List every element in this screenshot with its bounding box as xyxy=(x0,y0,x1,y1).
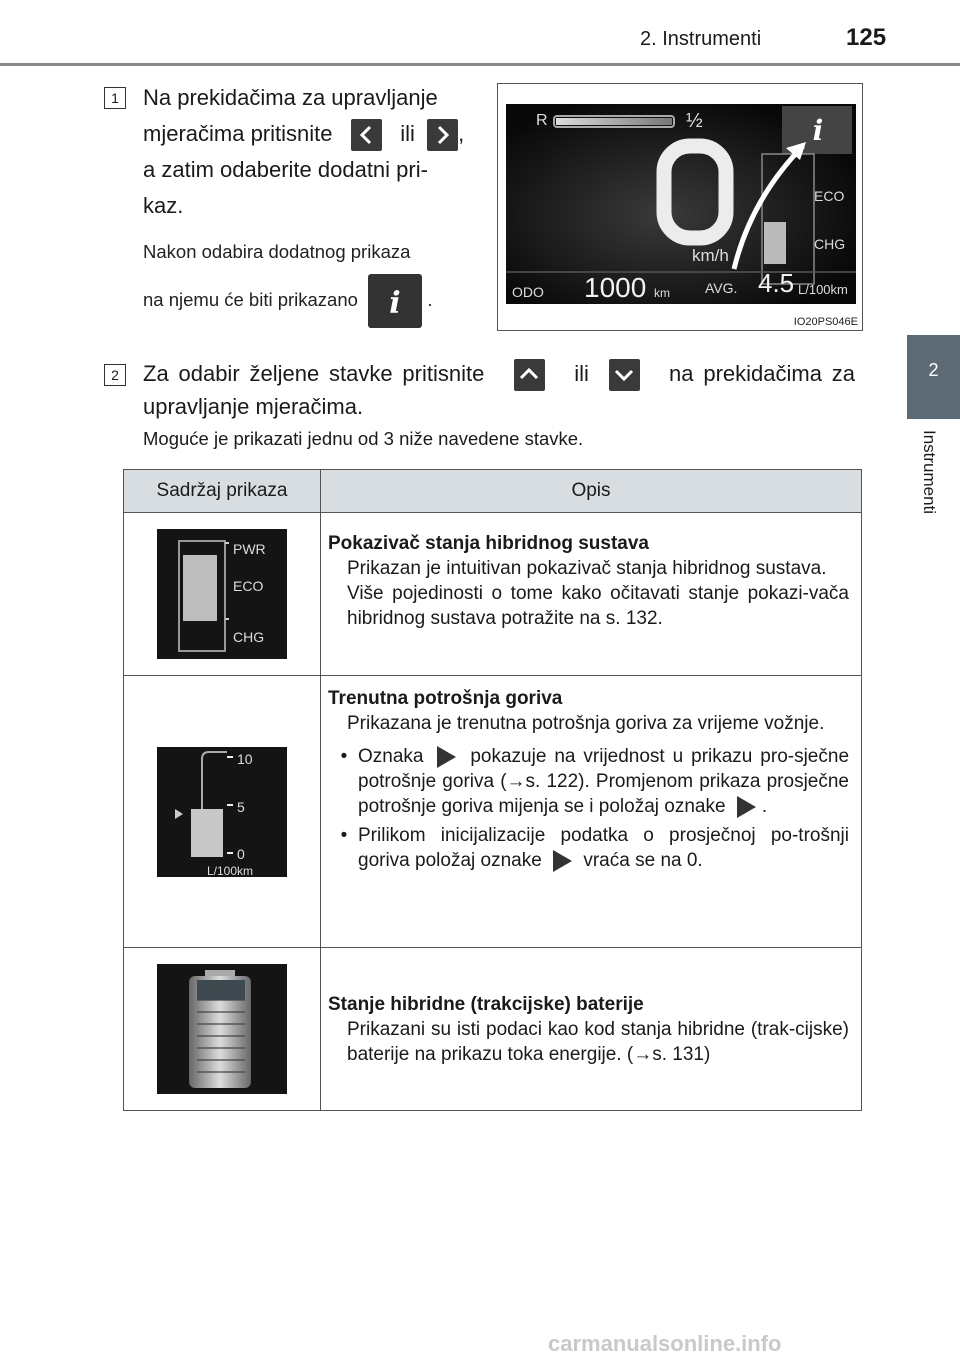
bullet1-c: . xyxy=(761,796,768,817)
table-cell-image xyxy=(124,948,321,1111)
table-header-content: Sadržaj prikaza xyxy=(124,470,321,513)
bullet2-a: Prilikom inicijalizacije podatka o prosječnoj po-trošnji goriva položaj oznake xyxy=(358,825,849,871)
odo-unit: km xyxy=(654,286,670,300)
hybrid-system-indicator-image xyxy=(157,529,287,659)
header-rule xyxy=(0,63,960,66)
step1-line4: kaz. xyxy=(143,193,184,218)
step-number-1: 1 xyxy=(104,87,126,109)
step2-note: Moguće je prikazati jednu od 3 niže navedene stavke. xyxy=(143,428,584,449)
table-cell-image xyxy=(124,676,321,948)
chevron-left-icon xyxy=(351,119,382,151)
avg-value: 4.5 xyxy=(758,268,795,298)
step1-comma: , xyxy=(458,121,465,146)
eco-label: ECO xyxy=(814,188,845,204)
pwr-label: PWR xyxy=(233,541,266,557)
chevron-down-icon xyxy=(609,359,640,391)
scale-10: 10 xyxy=(237,750,253,767)
row1-body: Prikazan je intuitivan pokazivač stanja hibridnog sustava. xyxy=(347,558,827,579)
chapter-label xyxy=(905,430,945,540)
step-number-2: 2 xyxy=(104,364,126,386)
image-code: IO20PS046E xyxy=(793,316,858,328)
chg-zone-label: CHG xyxy=(233,629,265,645)
step1-note-text: na njemu će biti prikazano xyxy=(143,288,358,310)
step2-text xyxy=(143,358,855,423)
bullet-dot: • xyxy=(340,825,348,846)
svg-text:i: i xyxy=(389,286,401,321)
step1-note-line1: Nakon odabira dodatnog prikaza xyxy=(143,241,411,262)
svg-text:i: i xyxy=(812,114,824,147)
row2-body: Prikazana je trenutna potrošnja goriva za vrijeme vožnje. xyxy=(347,713,825,734)
table-cell-description xyxy=(321,948,862,1111)
chapter-tab: 2 xyxy=(907,335,960,419)
bullet2-b: vraća se na 0. xyxy=(583,850,703,871)
speed-unit: km/h xyxy=(692,246,729,265)
hybrid-battery-image xyxy=(157,964,287,1094)
table-row xyxy=(124,676,862,948)
instrument-cluster-screen xyxy=(506,104,856,304)
row3-title: Stanje hibridne (trakcijske) baterije xyxy=(328,994,644,1015)
current-fuel-consumption-image xyxy=(157,747,287,877)
instrument-cluster-figure xyxy=(497,83,863,331)
step1-note-end: . xyxy=(427,288,433,310)
gear-indicator: R xyxy=(536,112,548,129)
marker-triangle-icon xyxy=(553,850,572,872)
odo-label: ODO xyxy=(512,284,544,300)
avg-unit: L/100km xyxy=(798,282,848,297)
display-items-table xyxy=(123,469,862,1111)
fuel-unit-label: L/100km xyxy=(207,863,254,878)
bullet-dot: • xyxy=(340,746,348,767)
step2-text-a: Za odabir željene stavke pritisnite xyxy=(143,361,485,386)
table-header-row xyxy=(124,470,862,513)
odo-value: 1000 xyxy=(584,272,647,303)
row3-body: Prikazani su isti podaci kao kod stanja hibridne (trak-cijske) baterije na prikazu toka energije. (→s. 131) xyxy=(347,1019,849,1065)
chg-label: CHG xyxy=(814,236,846,252)
row2-bullet-1 xyxy=(330,744,849,819)
watermark: carmanualsonline.info xyxy=(548,1331,782,1356)
table-header-description: Opis xyxy=(321,470,862,513)
step1-line1: Na prekidačima za upravljanje xyxy=(143,85,438,110)
bullet1-b: pokazuje na vrijednost u prikazu pro-sječne potrošnje goriva (→s. 122). Promjenom prikaza prosječne potrošnje goriva mijenja se i položaj oznake xyxy=(358,746,850,817)
step2-or: ili xyxy=(574,361,589,386)
chevron-right-icon xyxy=(427,119,458,151)
bullet1-a: Oznaka xyxy=(358,746,424,767)
table-cell-description xyxy=(321,676,862,948)
step1-or: ili xyxy=(400,121,415,146)
scale-5: 5 xyxy=(237,798,245,815)
table-row xyxy=(124,948,862,1111)
step1-line2-text: mjeračima pritisnite xyxy=(143,121,333,146)
table-cell-image xyxy=(124,513,321,676)
scale-0: 0 xyxy=(237,845,245,862)
section-title: 2. Instrumenti xyxy=(640,28,762,50)
bullet-text xyxy=(358,744,849,819)
step1-note-line2 xyxy=(143,274,479,328)
step1-text xyxy=(143,80,479,328)
chapter-label-text: Instrumenti xyxy=(920,430,939,515)
step1-line3: a zatim odaberite dodatni pri- xyxy=(143,157,428,182)
row2-title: Trenutna potrošnja goriva xyxy=(328,688,563,709)
page-number: 125 xyxy=(846,24,887,51)
marker-triangle-icon xyxy=(737,796,756,818)
step1-line2 xyxy=(143,116,479,152)
row2-bullet-2 xyxy=(330,823,849,873)
marker-triangle-icon xyxy=(437,746,456,768)
eco-zone-label: ECO xyxy=(233,578,264,594)
info-icon xyxy=(368,274,422,328)
trip-fraction: ½ xyxy=(686,110,703,132)
avg-label: AVG. xyxy=(705,280,738,296)
table-row xyxy=(124,513,862,676)
row1-body2: Više pojedinosti o tome kako očitavati stanje pokazi-vača hibridnog sustava potražite na s. 132. xyxy=(347,583,849,629)
bullet-text xyxy=(358,823,849,873)
chevron-up-icon xyxy=(514,359,545,391)
step2-text-b: na prekidačima za upravljanje mjeračima. xyxy=(143,361,855,420)
table-cell-description xyxy=(321,513,862,676)
row1-title: Pokazivač stanja hibridnog sustava xyxy=(328,533,649,554)
row2-bullets xyxy=(328,744,849,873)
